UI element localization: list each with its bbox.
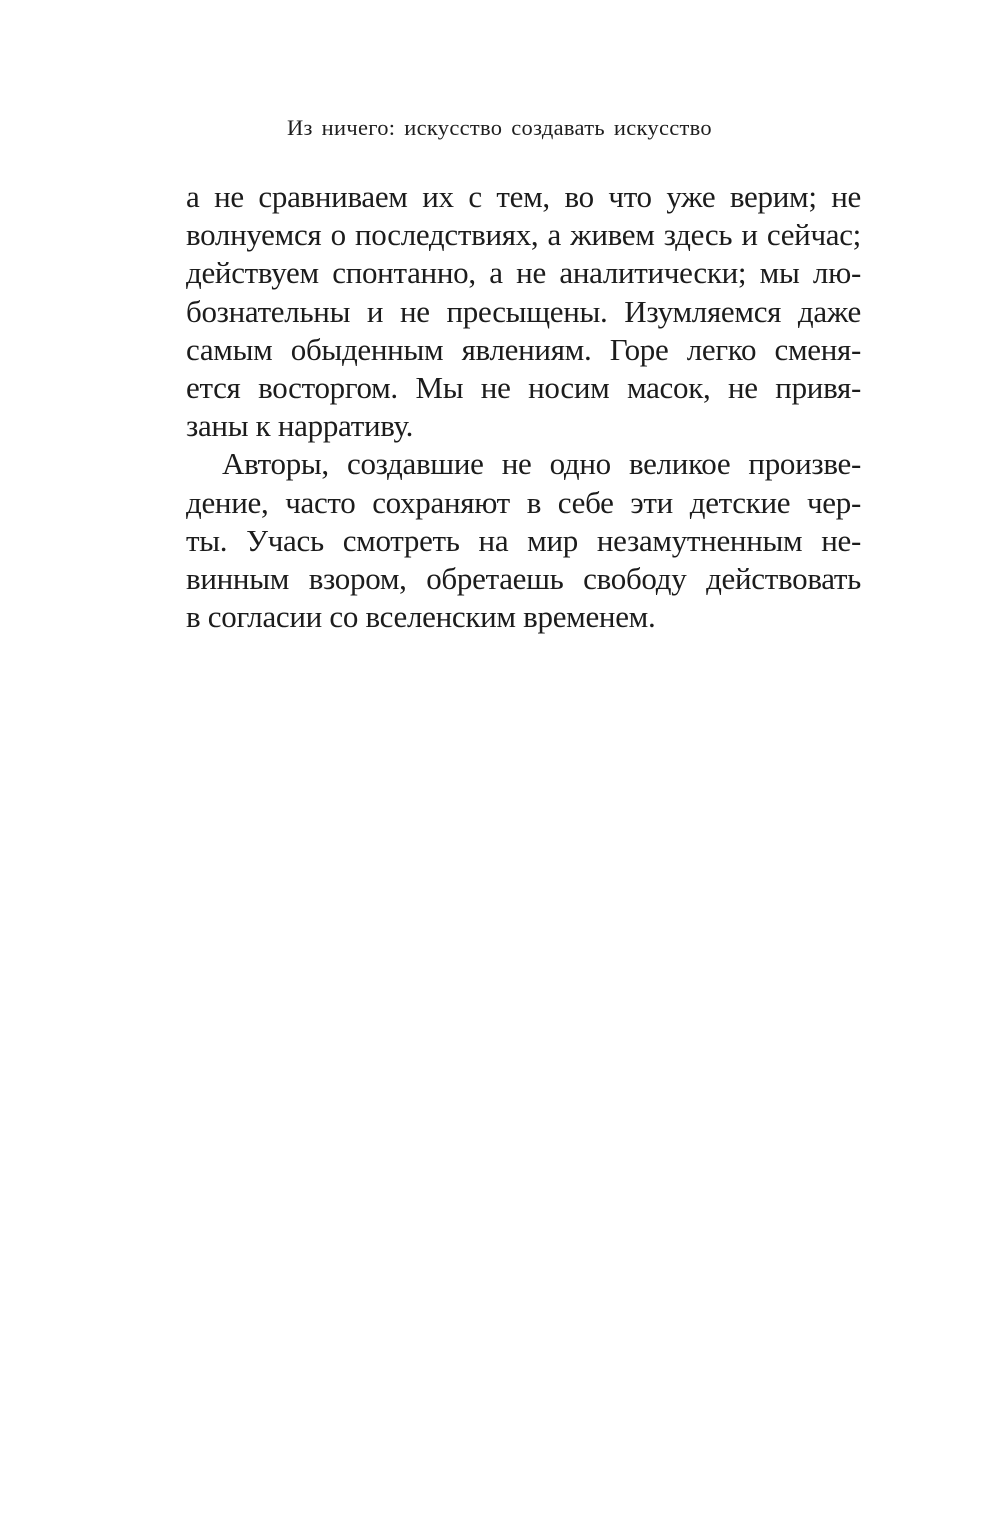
text-line: самым обыденным явлениям. Горе легко сменя-	[186, 331, 861, 367]
text-line: дение, часто сохраняют в себе эти детские чер-	[186, 484, 861, 520]
text-line: ты. Учась смотреть на мир незамутненным не-	[186, 522, 861, 558]
text-line: в согласии со вселенским временем.	[186, 599, 656, 635]
text-line: а не сравниваем их с тем, во что уже верим; не	[186, 179, 861, 214]
paragraph	[186, 445, 861, 636]
text-line: заны к нарративу.	[186, 408, 414, 444]
text-line: ется восторгом. Мы не носим масок, не привя-	[186, 369, 861, 405]
text-line: Авторы, создавшие не одно великое произве-	[222, 446, 861, 482]
paragraph	[186, 178, 861, 445]
body-text	[186, 178, 861, 636]
text-line: бознательны и не пресыщены. Изумляемся даже	[186, 293, 861, 329]
text-line: винным взором, обретаешь свободу действовать	[186, 560, 861, 596]
text-line: действуем спонтанно, а не аналитически; мы лю-	[186, 255, 861, 291]
running-header: Из ничего: искусство создавать искусство	[286, 115, 712, 140]
text-line: волнуемся о последствиях, а живем здесь и сейчас;	[186, 217, 861, 253]
